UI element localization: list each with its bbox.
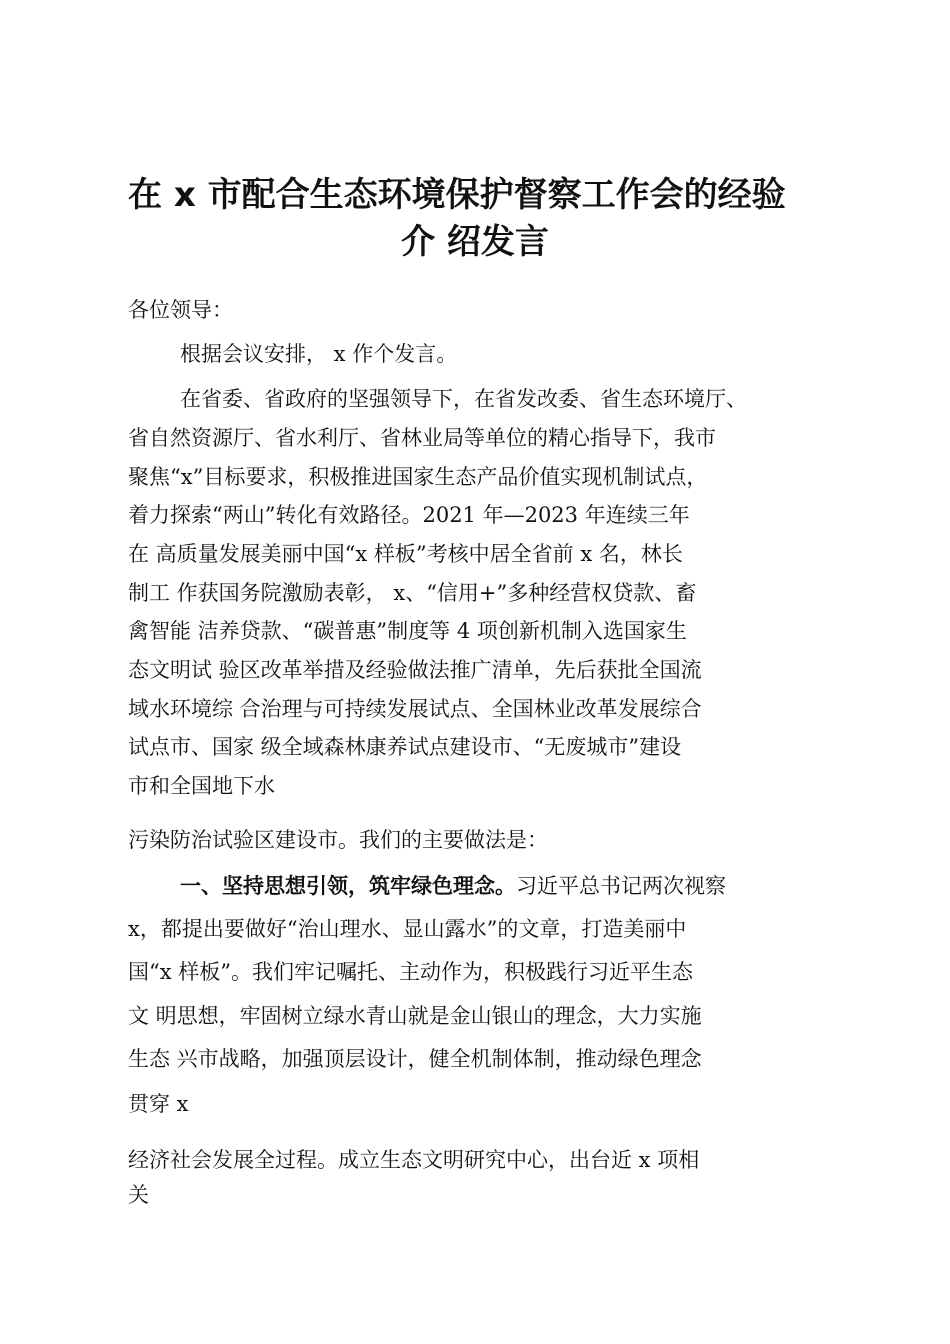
paragraph-line: 生态 兴市战略，加强顶层设计，健全机制体制，推动绿色理念 (128, 1047, 702, 1071)
paragraph-line: 试点市、国家 级全域森林康养试点建设市、“无废城市”建设 (128, 735, 682, 759)
section-heading-line (180, 871, 726, 901)
paragraph-line: 关 (128, 1183, 149, 1207)
paragraph-line: x，都提出要做好“治山理水、显山露水”的文章，打造美丽中 (128, 917, 687, 941)
paragraph-line: 制工 作获国务院激励表彰， x、“信用+”多种经营权贷款、畜 (128, 581, 697, 605)
document-title-line-2: 介 绍发言 (401, 222, 549, 262)
paragraph-line: 在省委、省政府的坚强领导下，在省发改委、省生态环境厅、 (180, 387, 747, 411)
paragraph-line: 市和全国地下水 (128, 774, 275, 798)
paragraph-line: 经济社会发展全过程。成立生态文明研究中心，出台近 x 项相 (128, 1148, 700, 1172)
paragraph-line: 贯穿 x (128, 1092, 189, 1116)
section-heading: 一、坚持思想引领，筑牢绿色理念。 (180, 874, 516, 898)
paragraph-line: 态文明试 验区改革举措及经验做法推广清单，先后获批全国流 (128, 658, 702, 682)
paragraph-line: 文 明思想，牢固树立绿水青山就是金山银山的理念，大力实施 (128, 1004, 702, 1028)
section-heading-rest: 习近平总书记两次视察 (516, 874, 726, 898)
document-title-line-1: 在 x 市配合生态环境保护督察工作会的经验 (128, 175, 786, 215)
paragraph-line: 污染防治试验区建设市。我们的主要做法是： (128, 828, 548, 852)
paragraph-line: 国“x 样板”。我们牢记嘱托、主动作为，积极践行习近平生态 (128, 960, 693, 984)
paragraph-line: 着力探索“两山”转化有效路径。2021 年—2023 年连续三年 (128, 503, 690, 527)
paragraph-line: 聚焦“x”目标要求，积极推进国家生态产品价值实现机制试点， (128, 465, 708, 489)
salutation: 各位领导： (128, 298, 233, 322)
paragraph-intro: 根据会议安排， x 作个发言。 (180, 342, 458, 366)
paragraph-line: 禽智能 洁养贷款、“碳普惠”制度等 4 项创新机制入选国家生 (128, 619, 687, 643)
paragraph-line: 省自然资源厅、省水利厅、省林业局等单位的精心指导下，我市 (128, 426, 716, 450)
paragraph-line: 在 高质量发展美丽中国“x 样板”考核中居全省前 x 名，林长 (128, 542, 683, 566)
paragraph-line: 域水环境综 合治理与可持续发展试点、全国林业改革发展综合 (128, 697, 702, 721)
